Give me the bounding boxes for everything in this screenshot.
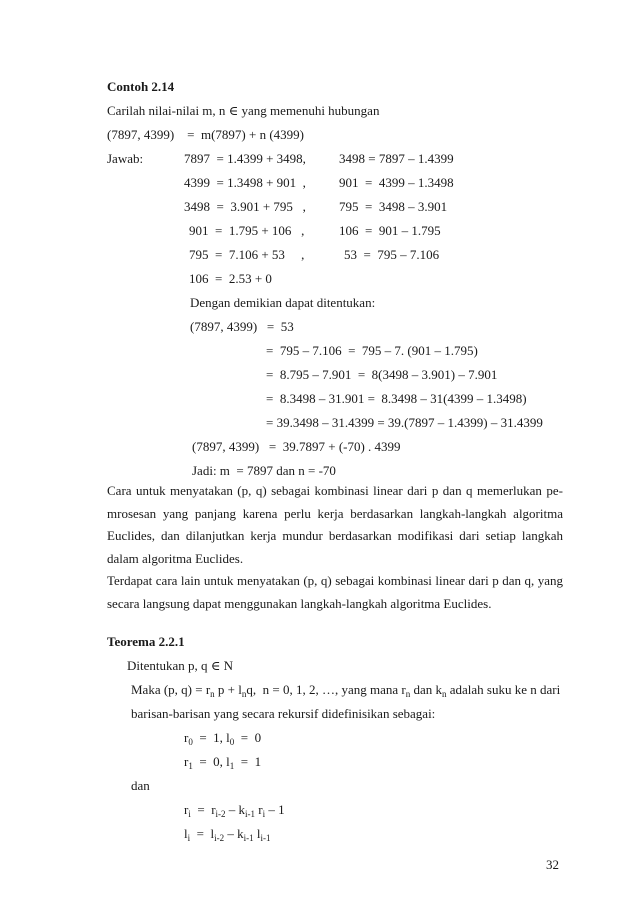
theorem-statement: Maka (p, $q) = r_n$ $p + l_nq$, n = 0, 1, 2, …, yang mana $r_n$ dan $k_n$ adalah suku ke n dari: [131, 682, 561, 699]
step-right: 3498 = 7897 – 1.4399: [339, 151, 454, 166]
back-substitution-line: = 795 – 7.106 = 795 – 7. (901 – 1.795): [266, 343, 478, 358]
theorem-title: Teorema 2.2.1: [107, 634, 185, 649]
theorem-statement-continued: barisan-barisan yang secara rekursif didefinisikan sebagai:: [131, 706, 436, 721]
step-right: 901 = 4399 – 1.3498: [339, 175, 454, 190]
gcd-line: (7897, 4399) = 53: [190, 319, 294, 334]
connector-and: dan: [131, 778, 150, 793]
step-left: 7897 = 1.4399 + 3498,: [184, 151, 306, 166]
example-title: Contoh 2.14: [107, 79, 175, 94]
back-substitution-line: = 8.3498 – 31.901 = 8.3498 – 31(4399 – 1.3498): [266, 391, 527, 406]
final-answer: Jadi: m = 7897 dan n = -70: [192, 463, 336, 478]
paragraph-alternative-method: Terdapat cara lain untuk menyatakan (p, q) sebagai kombinasi linear dari p dan q, yang secara langsung dapat menggunakan langkah-langkah algoritma Euclides.: [107, 573, 563, 611]
example-relation: (7897, 4399) = m(7897) + n (4399): [107, 127, 304, 142]
step-right: 795 = 3498 – 3.901: [339, 199, 448, 214]
page-number: 32: [546, 857, 559, 872]
step-right: 53 = 795 – 7.106: [344, 247, 440, 262]
step-left: 106 = 2.53 + 0: [189, 271, 272, 286]
step-right: 106 = 901 – 1.795: [339, 223, 441, 238]
recurrence-l: $l_i = l_{i-2} - k_{i-1}$ $l_{i-1}$: [184, 826, 271, 843]
step-left: 795 = 7.106 + 53 ,: [189, 247, 305, 262]
back-substitution-line: = 8.795 – 7.901 = 8(3498 – 3.901) – 7.901: [266, 367, 498, 382]
initial-condition-0: $r_0 = 1$, $l_0 = 0$: [184, 730, 262, 747]
initial-condition-1: $r_1 = 0$, $l_1 = 1$: [184, 754, 262, 771]
step-left: 3498 = 3.901 + 795 ,: [184, 199, 306, 214]
paragraph-linear-combination: Cara untuk menyatakan (p, q) sebagai kombinasi linear dari p dan q memerlukan pe-mrosesan yang panjang karena perlu kerja berdasarkan langkah-langkah algoritma Euclides, dan dilanjutkan kerja mundur berdasarkan modifikasi dari setiap langkah dalam algoritma Euclides.: [107, 483, 563, 566]
back-substitution-line: = 39.3498 – 31.4399 = 39.(7897 – 1.4399) – 31.4399: [266, 415, 543, 430]
conclusion-intro: Dengan demikian dapat ditentukan:: [190, 295, 376, 310]
recurrence-r: $r_i = r_{i-2} - k_{i-1}$ $r_i - 1$: [184, 802, 285, 819]
example-problem: Carilah nilai-nilai m, n ∈ yang memenuhi hubungan: [107, 103, 380, 118]
step-left: 4399 = 1.3498 + 901 ,: [184, 175, 306, 190]
step-left: 901 = 1.795 + 106 ,: [189, 223, 305, 238]
theorem-given: Ditentukan p, q ∈ N: [127, 658, 234, 673]
final-relation: (7897, 4399) = 39.7897 + (-70) . 4399: [192, 439, 401, 454]
answer-label: Jawab:: [107, 151, 144, 166]
